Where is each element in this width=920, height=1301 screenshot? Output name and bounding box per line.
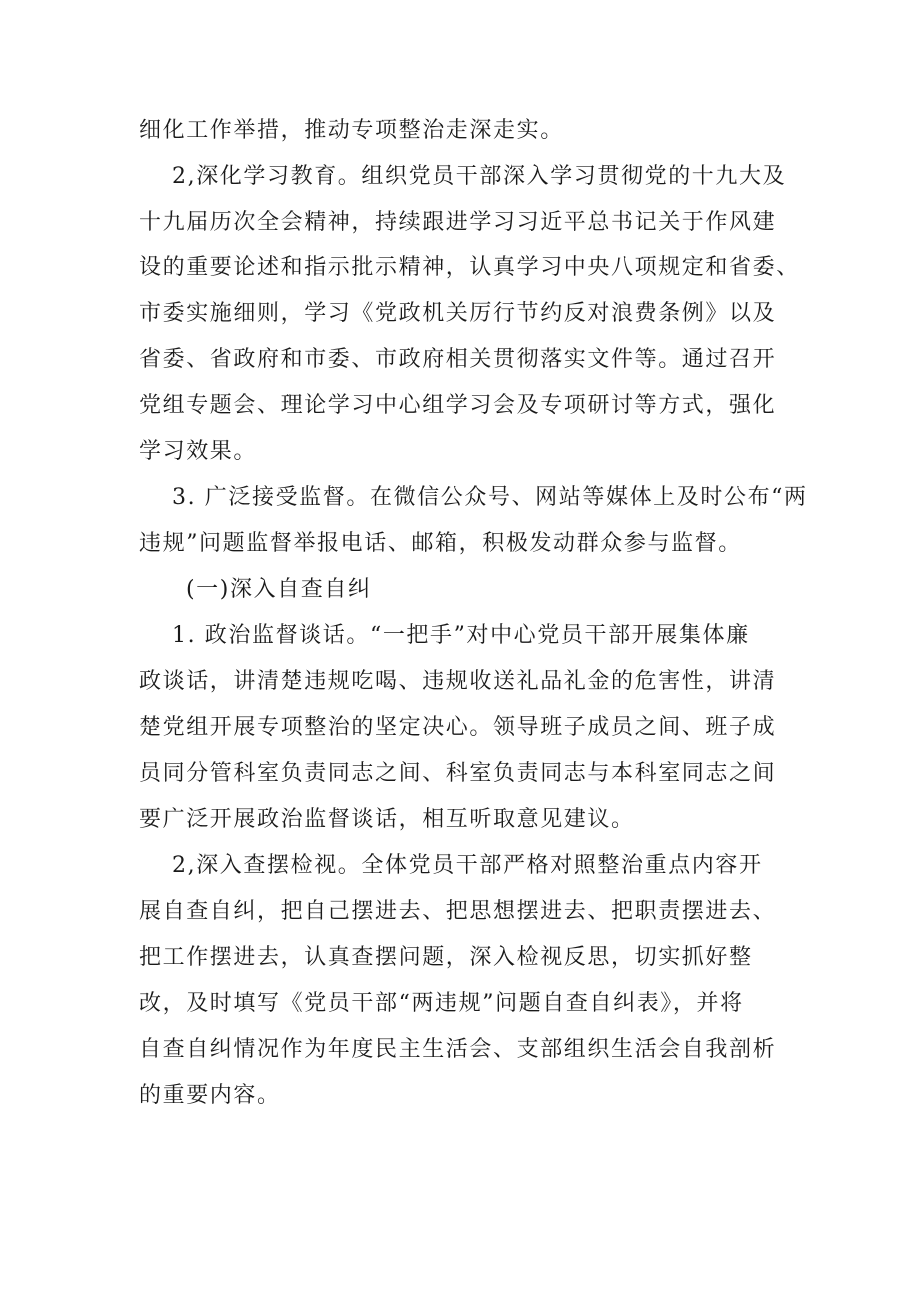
text-line-4: 设的重要论述和指示批示精神，认真学习中央八项规定和省委、 <box>139 255 800 280</box>
text-line-21: 自查自纠情况作为年度民主生活会、支部组织生活会自我剖析 <box>139 1037 777 1062</box>
text-line-12: 1. 政治监督谈话。“一把手”对中心党员干部开展集体廉 <box>172 623 750 648</box>
text-line-20: 改，及时填写《党员干部“两违规”问题自查自纠表》，并将 <box>139 991 744 1016</box>
text-line-15: 员同分管科室负责同志之间、科室负责同志与本科室同志之间 <box>139 761 777 786</box>
text-line-8: 学习效果。 <box>139 439 258 464</box>
text-line-3: 十九届历次全会精神，持续跟进学习习近平总书记关于作风建 <box>139 210 777 235</box>
text-line-6: 省委、省政府和市委、市政府相关贯彻落实文件等。通过召开 <box>139 347 777 372</box>
text-line-7: 党组专题会、理论学习中心组学习会及专项研讨等方式，强化 <box>139 393 777 418</box>
text-line-22: 的重要内容。 <box>139 1083 281 1108</box>
text-line-2: 2,深化学习教育。组织党员干部深入学习贯彻党的十九大及 <box>172 164 787 189</box>
text-line-1: 细化工作举措，推动专项整治走深走实。 <box>139 118 564 143</box>
section-heading: (一)深入自查自纠 <box>186 577 372 602</box>
text-line-17: 2,深入查摆检视。全体党员干部严格对照整治重点内容开 <box>172 853 763 878</box>
text-line-18: 展自查自纠，把自己摆进去、把思想摆进去、把职责摆进去、 <box>139 899 777 924</box>
text-line-16: 要广泛开展政治监督谈话，相互听取意见建议。 <box>139 807 635 832</box>
text-line-13: 政谈话，讲清楚违规吃喝、违规收送礼品礼金的危害性，讲清 <box>139 669 777 694</box>
text-line-10: 违规”问题监督举报电话、邮箱，积极发动群众参与监督。 <box>139 531 742 556</box>
text-line-9: 3. 广泛接受监督。在微信公众号、网站等媒体上及时公布“两 <box>172 485 808 510</box>
text-line-19: 把工作摆进去，认真查摆问题，深入检视反思，切实抓好整 <box>139 945 753 970</box>
text-line-5: 市委实施细则，学习《党政机关厉行节约反对浪费条例》以及 <box>139 301 777 326</box>
text-line-14: 楚党组开展专项整治的坚定决心。领导班子成员之间、班子成 <box>139 715 777 740</box>
